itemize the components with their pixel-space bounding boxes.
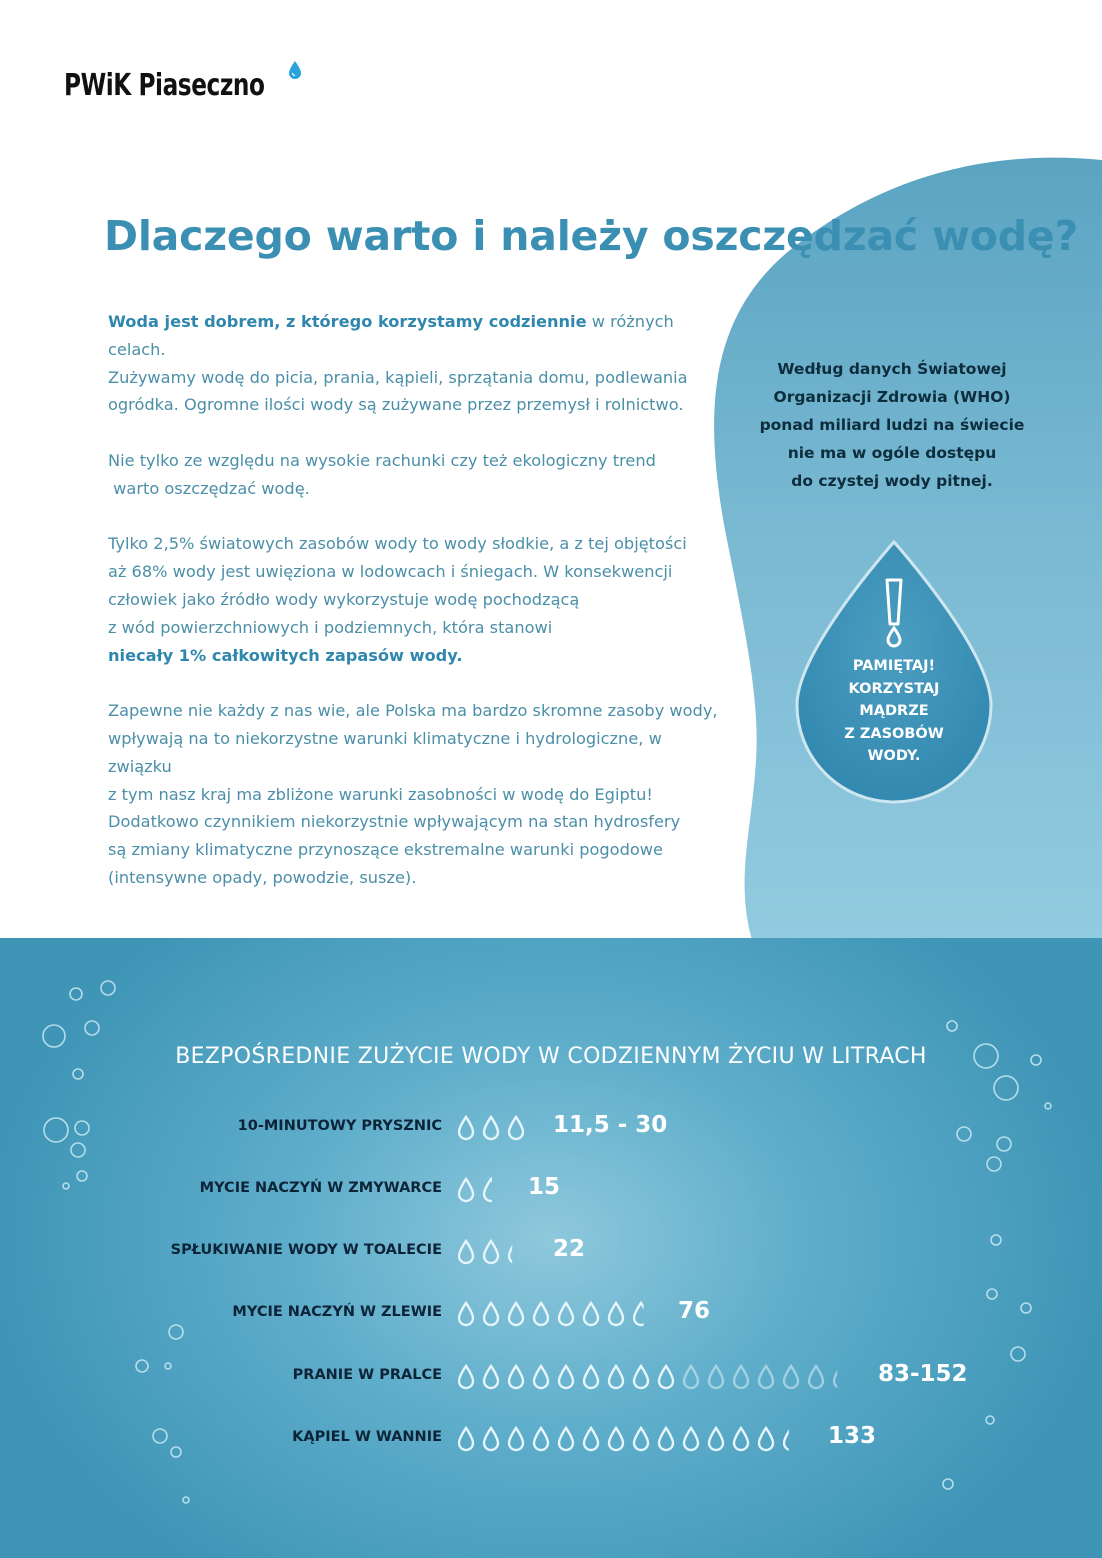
water-drop-icon <box>484 1179 498 1201</box>
water-drop-icon <box>684 1366 698 1388</box>
paragraph-3-bold: niecały 1% całkowitych zapasów wody. <box>108 645 463 665</box>
usage-label: MYCIE NACZYŃ W ZMYWARCE <box>199 1180 442 1196</box>
water-drop-icon <box>509 1428 523 1450</box>
water-drop-icon <box>459 1366 473 1388</box>
water-drop-icon <box>509 1117 523 1139</box>
drops-indicator <box>458 1238 533 1268</box>
water-drop-icon <box>709 1428 723 1450</box>
logo-text: PWiK Piaseczno <box>64 68 265 103</box>
water-drop-icon <box>484 1303 498 1325</box>
water-drop-icon <box>634 1428 648 1450</box>
water-drop-icon <box>534 1428 548 1450</box>
usage-row <box>0 1419 1102 1459</box>
water-drop-icon <box>534 1303 548 1325</box>
water-drop-icon <box>559 1428 573 1450</box>
water-drop-icon <box>484 1117 498 1139</box>
drops-indicator <box>458 1176 508 1206</box>
water-drop-icon <box>734 1428 748 1450</box>
usage-row <box>0 1232 1102 1272</box>
water-drop-icon <box>584 1428 598 1450</box>
water-drop-icon <box>559 1303 573 1325</box>
paragraph-3-text: Tylko 2,5% światowych zasobów wody to wody słodkie, a z tej objętości aż 68% wody jest uwięziona w lodowcach i śniegach. W konsekwencji człowiek jako źródło wody wykorzystuje wodę pochodzącą z wód powierzchniowych i podziemnych, która stanowi <box>108 534 687 637</box>
water-drop-icon <box>534 1366 548 1388</box>
usage-row <box>0 1357 1102 1397</box>
paragraph-4-text: Zapewne nie każdy z nas wie, ale Polska ma bardzo skromne zasoby wody, wpływają na to niekorzystne warunki klimatyczne i hydrologiczne, w związku z tym nasz kraj ma zbliżone warunki zasobności w wodę do Egiptu! Dodatkowo czynnikiem niekorzystnie wpływającym na stan hydrosfery są zmiany klimatyczne przynoszące ekstremalne warunki pogodowe (intensywne opady, powodzie, susze). <box>108 701 718 887</box>
water-drop-icon <box>759 1428 773 1450</box>
water-drop-icon <box>609 1428 623 1450</box>
water-drop-icon <box>734 1366 748 1388</box>
water-drop-icon <box>559 1366 573 1388</box>
water-drop-icon <box>809 1366 823 1388</box>
usage-value: 83-152 <box>878 1361 968 1387</box>
usage-value: 133 <box>828 1423 877 1449</box>
usage-label: MYCIE NACZYŃ W ZLEWIE <box>232 1304 442 1320</box>
intro-text <box>108 308 718 920</box>
water-drop-icon <box>659 1366 673 1388</box>
who-note: Według danych Światowej Organizacji Zdrowia (WHO) ponad miliard ludzi na świecie nie ma w ogóle dostępu do czystej wody pitnej. <box>759 360 1025 490</box>
drops-indicator <box>458 1425 808 1455</box>
usage-label: SPŁUKIWANIE WODY W TOALECIE <box>170 1242 442 1258</box>
water-drop-icon <box>459 1117 473 1139</box>
water-drop-icon <box>784 1366 798 1388</box>
paragraph-2-text: Nie tylko ze względu na wysokie rachunki czy też ekologiczny trend warto oszczędzać wodę. <box>108 450 656 498</box>
paragraph-1-text: w różnych celach. Zużywamy wodę do picia, prania, kąpieli, sprzątania domu, podlewania ogródka. Ogromne ilości wody są zużywane przez przemysł i rolnictwo. <box>108 312 688 415</box>
usage-label: 10-MINUTOWY PRYSZNIC <box>237 1118 442 1134</box>
water-drop-icon <box>634 1303 648 1325</box>
usage-section <box>0 938 1102 1558</box>
water-drop-icon <box>509 1303 523 1325</box>
paragraph-1 <box>108 308 718 419</box>
water-drop-icon <box>784 1428 798 1450</box>
water-drop-icon <box>509 1241 523 1263</box>
water-drop-icon <box>484 1241 498 1263</box>
usage-row <box>0 1170 1102 1210</box>
usage-row <box>0 1108 1102 1148</box>
drops-indicator <box>458 1363 858 1393</box>
water-drop-icon <box>609 1303 623 1325</box>
water-drop-icon <box>484 1428 498 1450</box>
usage-value: 15 <box>528 1174 561 1200</box>
usage-label: KĄPIEL W WANNIE <box>292 1429 442 1445</box>
water-drop-icon <box>609 1366 623 1388</box>
water-drop-icon <box>459 1241 473 1263</box>
water-drop-icon <box>684 1428 698 1450</box>
water-drop-icon <box>509 1366 523 1388</box>
page-title: Dlaczego warto i należy oszczędzać wodę? <box>104 212 1079 260</box>
water-drop-icon <box>759 1366 773 1388</box>
paragraph-1-bold: Woda jest dobrem, z którego korzystamy codziennie <box>108 312 587 331</box>
water-drop-icon <box>659 1428 673 1450</box>
water-drop-icon <box>584 1303 598 1325</box>
drops-indicator <box>458 1300 658 1330</box>
water-drop-icon <box>484 1366 498 1388</box>
water-drop-icon <box>459 1179 473 1201</box>
paragraph-3 <box>108 530 718 669</box>
usage-label: PRANIE W PRALCE <box>292 1367 442 1383</box>
water-drop-icon <box>459 1303 473 1325</box>
paragraph-4 <box>108 697 718 892</box>
water-drop-icon <box>834 1366 848 1388</box>
water-drop-icon <box>709 1366 723 1388</box>
usage-row <box>0 1294 1102 1334</box>
usage-title: BEZPOŚREDNIE ZUŻYCIE WODY W CODZIENNYM ŻYCIU W LITRACH <box>175 1044 927 1069</box>
drops-indicator <box>458 1114 533 1144</box>
paragraph-2 <box>108 447 718 503</box>
water-drop-icon <box>634 1366 648 1388</box>
drop-callout: PAMIĘTAJ! KORZYSTAJ MĄDRZE Z ZASOBÓW WODY. <box>844 658 944 764</box>
usage-value: 76 <box>678 1298 711 1324</box>
water-drop-icon <box>459 1428 473 1450</box>
usage-value: 22 <box>553 1236 586 1262</box>
usage-value: 11,5 - 30 <box>553 1112 668 1138</box>
water-drop-icon <box>584 1366 598 1388</box>
